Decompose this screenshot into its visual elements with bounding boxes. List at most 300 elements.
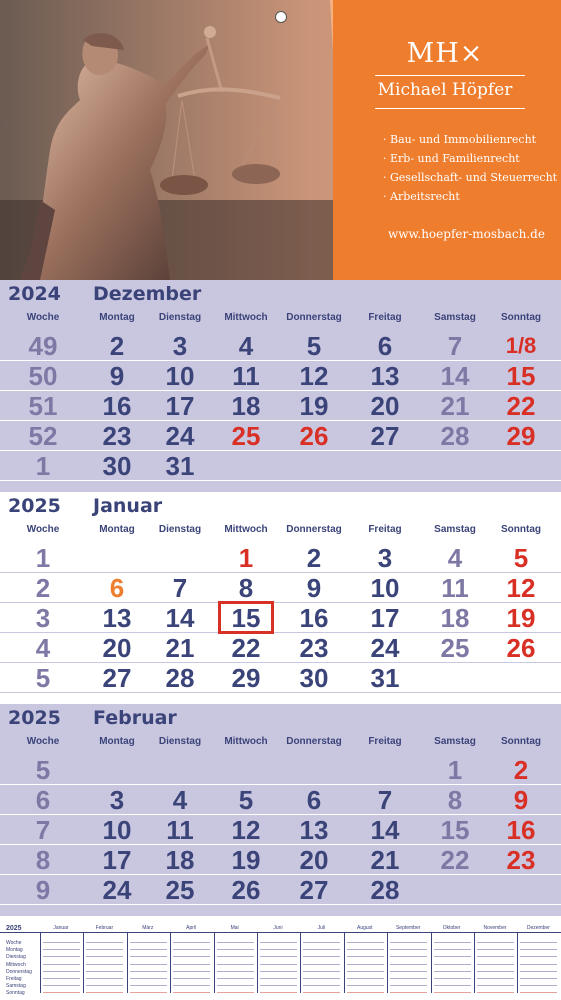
strip-mini-row: [347, 978, 384, 979]
strip-mini-row: [260, 949, 297, 950]
strip-mini-row: [303, 992, 340, 993]
strip-column-divider: [387, 933, 388, 993]
strip-mini-row: [477, 971, 514, 972]
day-number: 8: [447, 785, 463, 815]
day-number: 16: [299, 603, 329, 633]
day-number: 14: [165, 603, 195, 633]
day-number: 7: [447, 331, 463, 361]
weekday-header: Donnerstag: [286, 736, 342, 747]
strip-mini-row: [390, 956, 427, 957]
day-number: 28: [440, 421, 470, 451]
day-number: 27: [299, 875, 329, 905]
day-number: 18: [440, 603, 470, 633]
day-number: 19: [231, 845, 261, 875]
strip-month-name: Dezember: [526, 925, 550, 931]
day-number: 13: [299, 815, 329, 845]
day-number: 30: [299, 663, 329, 693]
strip-mini-row: [130, 992, 167, 993]
strip-mini-row: [390, 985, 427, 986]
services-list: [383, 130, 557, 206]
strip-month-column: [344, 933, 386, 999]
day-number: 16: [506, 815, 536, 845]
weekday-header: Samstag: [434, 312, 476, 323]
week-row: [0, 603, 561, 633]
day-number: 1: [238, 543, 254, 573]
strip-mini-row: [217, 985, 254, 986]
day-number: 22: [231, 633, 261, 663]
month-header: [0, 704, 561, 733]
weekday-header: Mittwoch: [224, 736, 268, 747]
strip-mini-row: [520, 956, 557, 957]
week-number: 6: [35, 785, 51, 815]
day-number: 23: [299, 633, 329, 663]
day-number: 8: [238, 573, 254, 603]
day-number: 6: [306, 785, 322, 815]
day-grid: [0, 539, 561, 697]
week-number: 51: [28, 391, 58, 421]
strip-mini-row: [43, 942, 80, 943]
strip-mini-row: [260, 992, 297, 993]
weekday-header: Montag: [99, 524, 135, 535]
strip-mini-row: [477, 985, 514, 986]
strip-mini-row: [86, 964, 123, 965]
day-number: 9: [513, 785, 529, 815]
weekday-header: Woche: [26, 312, 60, 323]
service-item: · Gesellschaft- und Steuerrecht: [383, 171, 558, 184]
strip-mini-row: [520, 949, 557, 950]
day-number: 31: [370, 663, 400, 693]
hanging-hole: [275, 11, 287, 23]
day-number: 7: [377, 785, 393, 815]
strip-year: 2025: [6, 925, 22, 932]
weekday-header-row: [0, 309, 561, 327]
strip-mini-row: [260, 964, 297, 965]
week-row: [0, 845, 561, 875]
weekday-header: Freitag: [368, 736, 402, 747]
strip-column-divider: [40, 933, 41, 993]
strip-row-label: Samstag: [6, 983, 26, 990]
day-number: 1: [447, 755, 463, 785]
week-row: [0, 755, 561, 785]
month-block: [0, 492, 561, 704]
strip-mini-row: [260, 942, 297, 943]
strip-month-name: Juni: [273, 925, 283, 931]
day-number: 5: [306, 331, 322, 361]
strip-column-divider: [83, 933, 84, 993]
strip-mini-row: [347, 942, 384, 943]
strip-month-name: November: [483, 925, 507, 931]
strip-mini-row: [217, 942, 254, 943]
strip-month-column: [474, 933, 516, 999]
day-number: 4: [447, 543, 463, 573]
strip-mini-row: [130, 978, 167, 979]
brand-logo: MH×: [406, 38, 484, 69]
strip-mini-row: [477, 956, 514, 957]
strip-mini-row: [347, 971, 384, 972]
weekday-header: Freitag: [368, 312, 402, 323]
week-number: 8: [35, 845, 51, 875]
day-number: 21: [165, 633, 195, 663]
week-number: 3: [35, 603, 51, 633]
strip-mini-row: [477, 964, 514, 965]
strip-row-label: Freitag: [6, 976, 22, 983]
strip-mini-row: [260, 956, 297, 957]
week-number: 2: [35, 573, 51, 603]
strip-mini-row: [130, 942, 167, 943]
day-grid: [0, 327, 561, 485]
day-number: 15: [440, 815, 470, 845]
day-number: 31: [165, 451, 195, 481]
strip-column-divider: [127, 933, 128, 993]
strip-mini-row: [130, 949, 167, 950]
week-row: [0, 361, 561, 391]
strip-mini-row: [303, 964, 340, 965]
advertising-header: [0, 0, 561, 280]
strip-row-label: Sonntag: [6, 990, 25, 997]
strip-mini-row: [303, 942, 340, 943]
strip-mini-row: [520, 992, 557, 993]
day-number: 6: [377, 331, 393, 361]
week-row: [0, 785, 561, 815]
day-number: 17: [165, 391, 195, 421]
strip-month-name: Januar: [53, 925, 69, 931]
strip-mini-row: [173, 956, 210, 957]
strip-mini-row: [43, 985, 80, 986]
strip-month-name: Februar: [95, 925, 114, 931]
strip-mini-row: [217, 971, 254, 972]
day-number: 14: [370, 815, 400, 845]
weekday-header: Sonntag: [501, 312, 541, 323]
strip-month-name: April: [186, 925, 197, 931]
brand-name: Michael Höpfer: [377, 80, 513, 100]
strip-mini-row: [434, 971, 471, 972]
day-number: 29: [506, 421, 536, 451]
strip-mini-row: [434, 985, 471, 986]
day-number: 18: [231, 391, 261, 421]
month-block: [0, 280, 561, 492]
day-number: 7: [172, 573, 188, 603]
strip-mini-row: [520, 964, 557, 965]
strip-month-name: August: [357, 925, 373, 931]
strip-month-name: Mai: [230, 925, 239, 931]
month-name: Dezember: [93, 283, 202, 305]
strip-month-name: Juli: [317, 925, 326, 931]
day-number: 21: [440, 391, 470, 421]
week-number: 50: [28, 361, 58, 391]
day-number: 10: [165, 361, 195, 391]
strip-column-divider: [474, 933, 475, 993]
weekday-header-row: [0, 521, 561, 539]
strip-mini-row: [434, 964, 471, 965]
day-number: 26: [231, 875, 261, 905]
week-number: 5: [35, 755, 51, 785]
day-number: 5: [238, 785, 254, 815]
strip-row-label: Mittwoch: [6, 961, 26, 968]
day-number: 15: [506, 361, 536, 391]
month-year: 2025: [8, 495, 61, 517]
strip-mini-row: [86, 978, 123, 979]
day-number: 23: [506, 845, 536, 875]
strip-mini-row: [217, 964, 254, 965]
week-row: [0, 451, 561, 481]
weekday-header: Donnerstag: [286, 524, 342, 535]
strip-mini-row: [434, 942, 471, 943]
day-number: 4: [172, 785, 188, 815]
weekday-header: Samstag: [434, 524, 476, 535]
brand-divider: [375, 108, 525, 109]
weekday-header: Sonntag: [501, 524, 541, 535]
strip-row-label: Montag: [6, 947, 23, 954]
weekday-header: Dienstag: [158, 312, 202, 323]
week-number: 1: [35, 543, 51, 573]
week-number: 49: [28, 331, 58, 361]
day-number: 13: [102, 603, 132, 633]
strip-mini-row: [347, 964, 384, 965]
day-number: 30: [102, 451, 132, 481]
weekday-header: Montag: [99, 736, 135, 747]
week-row: [0, 421, 561, 451]
week-number: 5: [35, 663, 51, 693]
strip-mini-row: [86, 949, 123, 950]
weekday-header-row: [0, 733, 561, 751]
day-grid: [0, 751, 561, 909]
strip-mini-row: [347, 956, 384, 957]
month-year: 2024: [8, 283, 61, 305]
day-number: 3: [377, 543, 393, 573]
strip-mini-row: [434, 949, 471, 950]
strip-mini-row: [43, 992, 80, 993]
month-header: [0, 492, 561, 521]
day-number: 10: [370, 573, 400, 603]
strip-mini-row: [86, 985, 123, 986]
strip-month-column: [40, 933, 82, 999]
strip-mini-row: [390, 949, 427, 950]
strip-mini-row: [303, 985, 340, 986]
day-number: 17: [370, 603, 400, 633]
strip-mini-row: [173, 942, 210, 943]
strip-mini-row: [217, 992, 254, 993]
day-number: 9: [306, 573, 322, 603]
strip-mini-row: [520, 971, 557, 972]
strip-mini-row: [347, 949, 384, 950]
strip-mini-row: [43, 964, 80, 965]
day-number: 1/8: [505, 333, 537, 358]
strip-month-column: [214, 933, 256, 999]
weekday-header: Sonntag: [501, 736, 541, 747]
week-number: 52: [28, 421, 58, 451]
day-number: 12: [506, 573, 536, 603]
day-number: 24: [370, 633, 400, 663]
strip-mini-row: [477, 949, 514, 950]
week-row: [0, 573, 561, 603]
strip-mini-row: [303, 971, 340, 972]
week-row: [0, 543, 561, 573]
strip-mini-row: [477, 942, 514, 943]
strip-mini-row: [477, 992, 514, 993]
strip-mini-row: [260, 985, 297, 986]
week-row: [0, 391, 561, 421]
day-number: 5: [513, 543, 529, 573]
strip-mini-row: [217, 956, 254, 957]
month-year: 2025: [8, 707, 61, 729]
strip-mini-row: [520, 985, 557, 986]
day-number: 25: [165, 875, 195, 905]
day-number: 27: [102, 663, 132, 693]
weekday-header: Dienstag: [158, 524, 202, 535]
weekday-header: Montag: [99, 312, 135, 323]
weekday-header: Donnerstag: [286, 312, 342, 323]
week-number: 1: [35, 451, 51, 481]
strip-mini-row: [390, 971, 427, 972]
strip-mini-row: [303, 949, 340, 950]
day-number: 19: [299, 391, 329, 421]
strip-row-label: Dienstag: [6, 954, 26, 961]
strip-mini-row: [86, 971, 123, 972]
day-number: 16: [102, 391, 132, 421]
day-number: 3: [172, 331, 188, 361]
strip-mini-row: [217, 978, 254, 979]
weekday-header: Mittwoch: [224, 312, 268, 323]
strip-column-divider: [257, 933, 258, 993]
day-number: 22: [506, 391, 536, 421]
strip-month-column: [387, 933, 429, 999]
day-number: 22: [440, 845, 470, 875]
week-row: [0, 633, 561, 663]
strip-mini-row: [173, 978, 210, 979]
service-item: · Bau- und Immobilienrecht: [383, 133, 537, 146]
strip-mini-row: [260, 978, 297, 979]
day-number: 11: [166, 815, 194, 845]
day-number: 12: [231, 815, 261, 845]
day-number: 28: [370, 875, 400, 905]
weekday-header: Freitag: [368, 524, 402, 535]
day-number: 2: [306, 543, 322, 573]
strip-mini-row: [347, 992, 384, 993]
day-number: 27: [370, 421, 400, 451]
row-divider: [0, 692, 561, 693]
strip-mini-row: [43, 949, 80, 950]
day-number: 2: [513, 755, 529, 785]
day-number: 18: [165, 845, 195, 875]
strip-month-column: [257, 933, 299, 999]
day-number: 6: [109, 573, 125, 603]
strip-mini-row: [260, 971, 297, 972]
day-number: 10: [102, 815, 132, 845]
strip-mini-row: [173, 992, 210, 993]
strip-month-column: [83, 933, 125, 999]
brand-divider: [375, 75, 525, 76]
strip-mini-row: [173, 971, 210, 972]
service-item: · Arbeitsrecht: [383, 190, 460, 203]
day-number: 15: [231, 603, 261, 633]
day-number: 25: [231, 421, 261, 451]
strip-mini-row: [303, 978, 340, 979]
strip-mini-row: [217, 949, 254, 950]
strip-mini-row: [173, 949, 210, 950]
strip-mini-row: [86, 942, 123, 943]
weekday-header: Samstag: [434, 736, 476, 747]
day-number: 28: [165, 663, 195, 693]
week-row: [0, 815, 561, 845]
website-url[interactable]: www.hoepfer-mosbach.de: [388, 227, 545, 241]
day-number: 9: [109, 361, 125, 391]
strip-mini-row: [520, 978, 557, 979]
day-number: 12: [299, 361, 329, 391]
day-number: 2: [109, 331, 125, 361]
day-number: 13: [370, 361, 400, 391]
strip-mini-row: [43, 956, 80, 957]
strip-column-divider: [517, 933, 518, 993]
strip-mini-row: [477, 978, 514, 979]
week-number: 9: [35, 875, 51, 905]
day-number: 20: [299, 845, 329, 875]
week-number: 7: [35, 815, 51, 845]
strip-mini-row: [43, 978, 80, 979]
strip-row-labels: [6, 940, 32, 998]
day-number: 25: [440, 633, 470, 663]
strip-mini-row: [130, 985, 167, 986]
strip-month-column: [431, 933, 473, 999]
strip-mini-row: [303, 956, 340, 957]
week-row: [0, 663, 561, 693]
strip-month-column: [170, 933, 212, 999]
strip-month-name: Oktober: [442, 925, 461, 931]
strip-row-label: Donnerstag: [6, 968, 32, 975]
strip-month-column: [517, 933, 559, 999]
weekday-header: Woche: [26, 736, 60, 747]
service-item: · Erb- und Familienrecht: [383, 152, 520, 165]
weekday-header: Dienstag: [158, 736, 202, 747]
month-name: Februar: [93, 707, 177, 729]
strip-mini-row: [173, 964, 210, 965]
day-number: 23: [102, 421, 132, 451]
strip-mini-row: [434, 978, 471, 979]
day-number: 14: [440, 361, 470, 391]
strip-mini-row: [390, 964, 427, 965]
strip-mini-row: [390, 992, 427, 993]
strip-mini-row: [434, 956, 471, 957]
weekday-header: Woche: [26, 524, 60, 535]
strip-mini-row: [130, 956, 167, 957]
strip-mini-row: [390, 978, 427, 979]
day-number: 24: [165, 421, 195, 451]
weekday-header: Mittwoch: [224, 524, 268, 535]
strip-column-divider: [431, 933, 432, 993]
strip-month-name: September: [395, 925, 421, 931]
day-number: 20: [370, 391, 400, 421]
day-number: 4: [238, 331, 254, 361]
strip-month-column: [127, 933, 169, 999]
day-number: 17: [102, 845, 132, 875]
strip-mini-row: [347, 985, 384, 986]
row-divider: [0, 480, 561, 481]
strip-row-label: Woche: [6, 940, 22, 946]
day-number: 29: [231, 663, 261, 693]
strip-mini-row: [434, 992, 471, 993]
month-block: [0, 704, 561, 916]
day-number: 26: [506, 633, 536, 663]
strip-mini-row: [390, 942, 427, 943]
strip-mini-row: [86, 956, 123, 957]
strip-mini-row: [173, 985, 210, 986]
strip-column-divider: [344, 933, 345, 993]
day-number: 19: [506, 603, 536, 633]
year-overview-strip: [0, 918, 561, 1000]
strip-column-divider: [300, 933, 301, 993]
month-header: [0, 280, 561, 309]
strip-mini-row: [43, 971, 80, 972]
strip-column-divider: [170, 933, 171, 993]
